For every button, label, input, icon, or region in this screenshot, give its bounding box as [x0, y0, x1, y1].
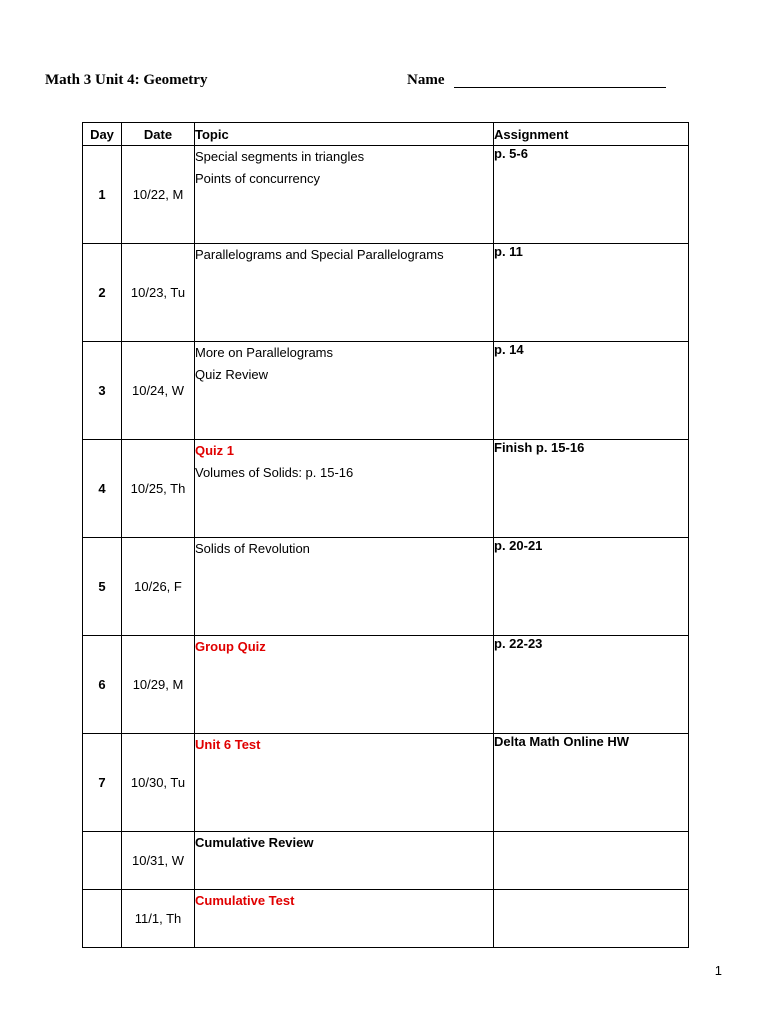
table-header-row: [83, 123, 689, 146]
table-row: [83, 244, 689, 342]
table-row: [83, 538, 689, 636]
topic-line: Quiz 1: [195, 443, 235, 458]
assignment-cell: [494, 890, 689, 948]
document-title: Math 3 Unit 4: Geometry: [45, 72, 208, 88]
schedule-body: [83, 146, 689, 948]
topic-cell: [195, 832, 494, 890]
topic-line: Points of concurrency: [195, 171, 321, 186]
day-cell: 2: [83, 244, 122, 342]
assignment-cell: p. 22-23: [494, 636, 689, 734]
table-row: [83, 636, 689, 734]
day-cell: [83, 832, 122, 890]
assignment-cell: Delta Math Online HW: [494, 734, 689, 832]
topic-cell: [195, 146, 494, 244]
topic-line: Solids of Revolution: [195, 541, 310, 556]
assignment-cell: p. 14: [494, 342, 689, 440]
topic-line: Unit 6 Test: [195, 737, 261, 752]
topic-line: Cumulative Review: [195, 835, 314, 850]
name-label: Name: [407, 72, 445, 88]
column-header-topic: Topic: [195, 123, 494, 146]
table-row: [83, 440, 689, 538]
date-cell: 10/26, F: [122, 538, 195, 636]
date-cell: 10/24, W: [122, 342, 195, 440]
day-cell: 7: [83, 734, 122, 832]
schedule-table: [82, 122, 689, 948]
topic-line: More on Parallelograms: [195, 345, 334, 360]
page-number: 1: [714, 963, 722, 978]
topic-cell: [195, 440, 494, 538]
topic-cell: [195, 636, 494, 734]
column-header-date: Date: [122, 123, 195, 146]
column-header-day: Day: [83, 123, 122, 146]
topic-cell: [195, 538, 494, 636]
date-cell: 10/29, M: [122, 636, 195, 734]
topic-cell: [195, 890, 494, 948]
name-blank-line: [454, 87, 666, 88]
table-row: [83, 890, 689, 948]
topic-cell: [195, 734, 494, 832]
topic-line: Special segments in triangles: [195, 149, 365, 164]
day-cell: 5: [83, 538, 122, 636]
topic-line: Volumes of Solids: p. 15-16: [195, 465, 354, 480]
date-cell: 10/31, W: [122, 832, 195, 890]
topic-line: Parallelograms and Special Parallelograms: [195, 247, 444, 262]
topic-cell: [195, 342, 494, 440]
page-header: [45, 72, 685, 92]
topic-line: Group Quiz: [195, 639, 266, 654]
assignment-cell: p. 5-6: [494, 146, 689, 244]
day-cell: 6: [83, 636, 122, 734]
table-row: [83, 342, 689, 440]
date-cell: 10/25, Th: [122, 440, 195, 538]
topic-line: Quiz Review: [195, 367, 268, 382]
assignment-cell: Finish p. 15-16: [494, 440, 689, 538]
assignment-cell: [494, 832, 689, 890]
day-cell: 4: [83, 440, 122, 538]
assignment-cell: p. 11: [494, 244, 689, 342]
day-cell: 1: [83, 146, 122, 244]
table-row: [83, 734, 689, 832]
date-cell: 10/23, Tu: [122, 244, 195, 342]
date-cell: 10/30, Tu: [122, 734, 195, 832]
column-header-assignment: Assignment: [494, 123, 689, 146]
table-row: [83, 146, 689, 244]
date-cell: 10/22, M: [122, 146, 195, 244]
topic-line: Cumulative Test: [195, 893, 295, 908]
day-cell: 3: [83, 342, 122, 440]
day-cell: [83, 890, 122, 948]
assignment-cell: p. 20-21: [494, 538, 689, 636]
table-row: [83, 832, 689, 890]
topic-cell: [195, 244, 494, 342]
date-cell: 11/1, Th: [122, 890, 195, 948]
